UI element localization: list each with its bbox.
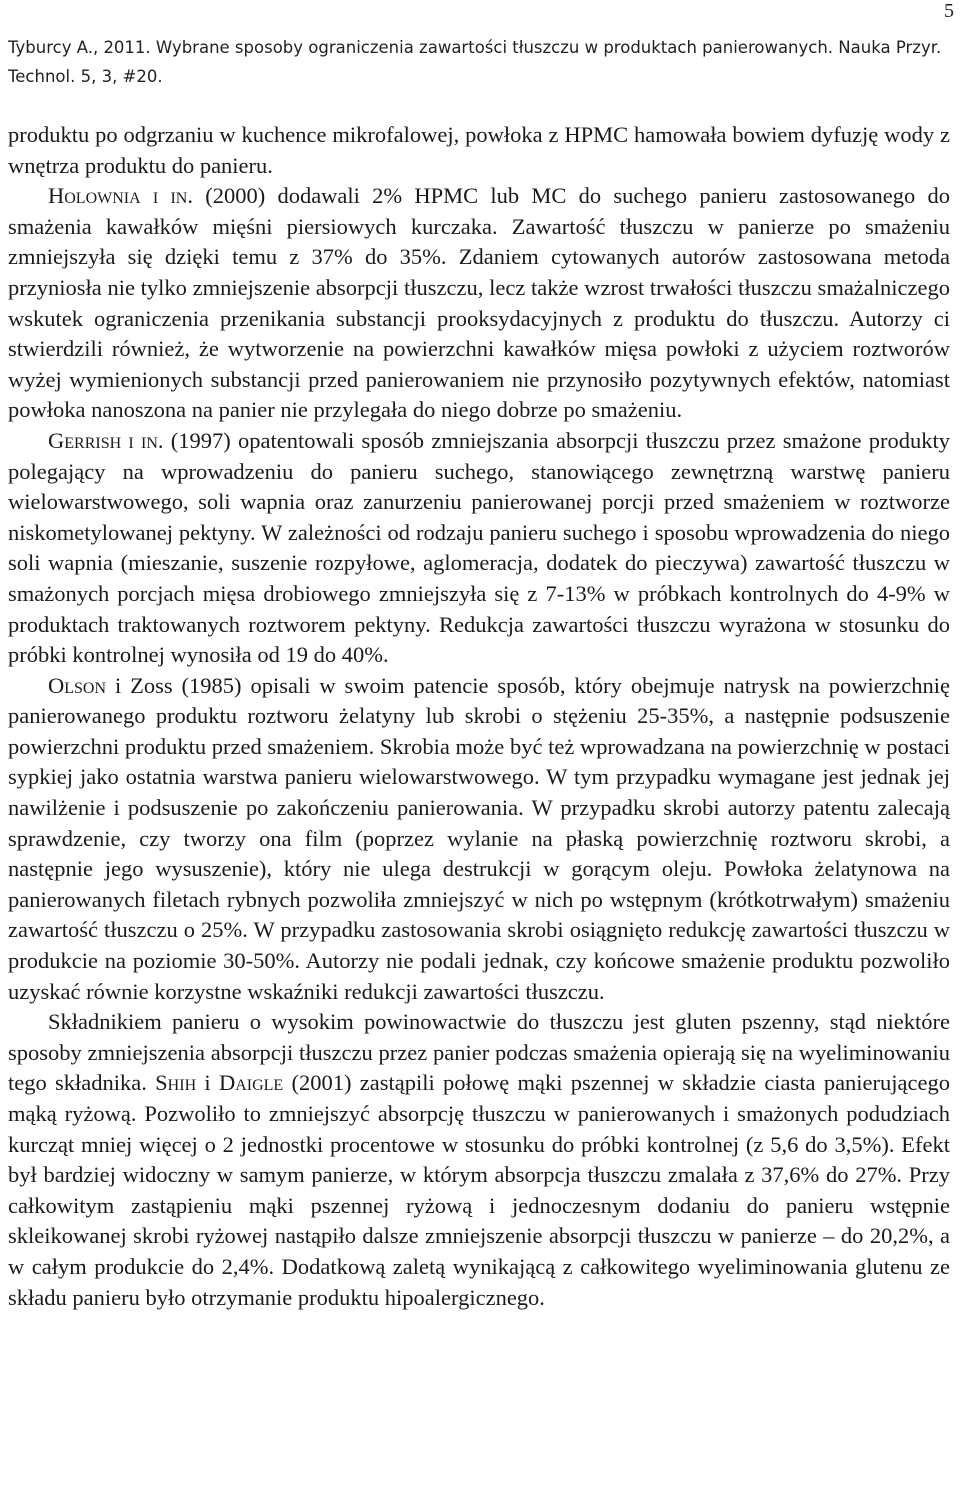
paragraph-gerrish bbox=[8, 426, 950, 671]
paragraph-continuation: produktu po odgrzaniu w kuchence mikrofalowej, powłoka z HPMC hamowała bowiem dyfuzję wody z wnętrza produktu do panieru. bbox=[8, 122, 950, 178]
paragraph-text: i bbox=[196, 1070, 219, 1096]
running-header-citation: Tyburcy A., 2011. Wybrane sposoby ograniczenia zawartości tłuszczu w produktach panierowanych. Nauka Przyr. Technol. 5, 3, #20. bbox=[8, 38, 942, 86]
author-citation: Shih bbox=[155, 1070, 197, 1096]
paragraph-text: (2000) dodawali 2% HPMC lub MC do suchego panieru zastosowanego do smażenia kawałków mięśni piersiowych kurczaka. Zawartość tłuszczu w panierze po smażeniu zmniejszyła się dzięki temu z 37% do 35%. Zdaniem cytowanych autorów zastosowana metoda przyniosła nie tylko zmniejszenie absorpcji tłuszczu, lecz także wzrost trwałości tłuszczu smażalniczego wskutek ograniczenia przenikania substancji prooksydacyjnych z produktu do tłuszczu. Autorzy ci stwierdzili również, że wytworzenie na powierzchni kawałków mięsa powłoki z użyciem roztworów wyżej wymienionych substancji przed panierowaniem nie przynosiło pozytywnych efektów, natomiast powłoka nanoszona na panier nie przylegała do niego dobrze po smażeniu. bbox=[8, 183, 950, 423]
paragraph-text: Składnikiem panieru o wysokim powinowactwie do tłuszczu jest gluten pszenny, stąd niektóre sposoby zmniejszenia absorpcji tłuszczu przez panier podczas smażenia opierają się na wyeliminowaniu tego składnika. bbox=[8, 1009, 950, 1096]
paragraph-holownia bbox=[8, 181, 950, 426]
paragraph-text: (2001) zastąpili połowę mąki pszennej w składzie ciasta panierującego mąką ryżową. Pozwoliło to zmniejszyć absorpcję tłuszczu w panierowanych i smażonych podudziach kurcząt mniej więcej o 2 jednostki procentowe w stosunku do próbki kontrolnej (z 5,6 do 3,5%). Efekt był bardziej widoczny w samym panierze, w którym absorpcja tłuszczu zmalała z 37,6% do 27%. Przy całkowitym zastąpieniu mąki pszennej ryżową i jednoczesnym dodaniu do panieru wstępnie skleikowanej skrobi ryżowej nastąpiło dalsze zmniejszenie absorpcji tłuszczu w panierze – do 20,2%, a w całym produkcie do 2,4%. Dodatkową zaletą wynikającą z całkowitego wyeliminowania glutenu ze składu panieru było otrzymanie produktu hipoalergicznego. bbox=[8, 1070, 950, 1310]
author-citation: Daigle bbox=[218, 1070, 284, 1096]
paragraph-text: i Zoss (1985) opisali w swoim patencie sposób, który obejmuje natrysk na powierzchnię panierowanego produktu roztworu żelatyny lub skrobi o stężeniu 25-35%, a następnie podsuszenie powierzchni produktu przed smażeniem. Skrobia może być też wprowadzana na powierzchnię w postaci sypkiej jako ostatnia warstwa panieru wielowarstwowego. W tym przypadku wymagane jest jednak jej nawilżenie i podsuszenie po zakończeniu panierowania. W przypadku skrobi autorzy patentu zalecają sprawdzenie, czy tworzy ona film (poprzez wylanie na płaską powierzchnię roztworu skrobi, a następnie jego wysuszenie), który nie ulega destrukcji w gorącym oleju. Powłoka żelatynowa na panierowanych filetach rybnych pozwoliła zmniejszyć w nich po wstępnym (krótkotrwałym) smażeniu zawartość tłuszczu o 25%. W przypadku zastosowania skrobi osiągnięto redukcję zawartości tłuszczu w produkcie na poziomie 30-50%. Autorzy nie podali jednak, czy końcowe smażenie produktu pozwoliło uzyskać równie korzystne wskaźniki redukcji zawartości tłuszczu. bbox=[8, 672, 950, 1004]
page-number: 5 bbox=[944, 0, 954, 22]
author-citation: Gerrish i in. bbox=[48, 427, 164, 453]
author-citation: Olson bbox=[48, 672, 107, 698]
author-citation: Holownia i in. bbox=[48, 183, 193, 209]
paragraph-gluten bbox=[8, 1007, 950, 1313]
paragraph-olson bbox=[8, 671, 950, 1008]
article-body bbox=[8, 120, 950, 1313]
paragraph-text: (1997) opatentowali sposób zmniejszania absorpcji tłuszczu przez smażone produkty polegający na wprowadzeniu do panieru suchego, stanowiącego zewnętrzną warstwę panieru wielowarstwowego, soli wapnia oraz zanurzeniu panierowanej porcji przed smażeniem w roztworze niskometylowanej pektyny. W zależności od rodzaju panieru suchego i sposobu wprowadzenia do niego soli wapnia (mieszanie, suszenie rozpyłowe, aglomeracja, dodatek do pieczywa) zawartość tłuszczu w smażonych porcjach mięsa drobiowego zmniejszyła się z 7-13% w próbkach kontrolnych do 4-9% w produktach traktowanych roztworem pektyny. Redukcja zawartości tłuszczu wyrażona w stosunku do próbki kontrolnej wynosiła od 19 do 40%. bbox=[8, 427, 950, 668]
